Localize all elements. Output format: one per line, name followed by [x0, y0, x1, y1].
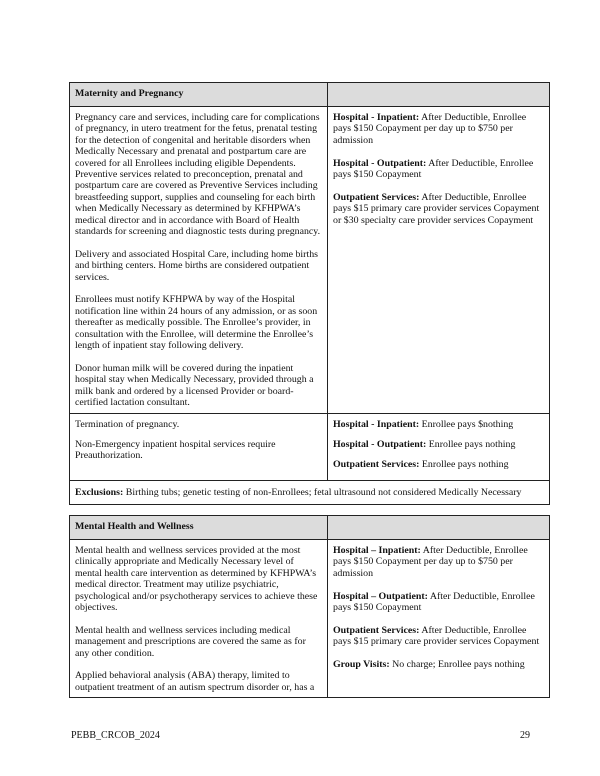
- cost-label: Outpatient Services:: [333, 624, 420, 636]
- paragraph: Delivery and associated Hospital Care, including home births and birthing centers. Home births are considered outpatient services.: [75, 248, 318, 283]
- cost-item: [333, 659, 544, 670]
- cost-label: Group Visits:: [333, 659, 390, 671]
- coverage-description: [70, 107, 328, 414]
- cost-label: Hospital - Outpatient:: [333, 157, 427, 169]
- exclusions: [70, 480, 550, 504]
- cost-text: Enrollee pays nothing: [426, 438, 516, 450]
- cost-text: Enrollee pays nothing: [419, 459, 509, 471]
- paragraph: Donor human milk will be covered during the inpatient hospital stay when Medically Necessary, provided through a milk bank and ordered by a licensed Provider or board- certified lactation consultant.: [75, 362, 314, 409]
- cost-item: [333, 419, 544, 430]
- paragraph: Pregnancy care and services, including care for complications of pregnancy, in utero treatment for the fetus, prenatal testing for the detection of congenital and heritable disorders when Medically Necessary and prenatal and postpartum care are covered for all Enrollees including eligible Dependents. Preventive services related to preconception, prenatal and postpartum care are covered as Preventive Services including breastfeeding support, supplies and counseling for each birth when Medically Necessary as determined by KFHPWA’s medical director and in accordance with Board of Health standards for screening and diagnostic tests during pregnancy.: [75, 112, 321, 238]
- cost-text: After Deductible, Enrollee pays $150 Copayment: [333, 157, 534, 181]
- cost-label: Hospital - Inpatient:: [333, 418, 420, 430]
- cost-item: [333, 591, 544, 614]
- cost-sharing: [328, 540, 550, 698]
- cost-label: Hospital - Inpatient:: [333, 112, 420, 123]
- cost-item: [333, 459, 544, 470]
- cost-text: After Deductible, Enrollee pays $150 Copayment per day up to $750 per admission: [333, 112, 527, 146]
- paragraph: Mental health and wellness services including medical management and prescriptions are covered the same as for any other condition.: [75, 624, 306, 659]
- cost-text: After Deductible, Enrollee pays $150 Copayment per day up to $750 per admission: [333, 545, 528, 579]
- cost-item: [333, 158, 544, 181]
- paragraph: Non-Emergency inpatient hospital services require Preauthorization.: [75, 438, 276, 462]
- paragraph: Applied behavioral analysis (ABA) therapy, limited to outpatient treatment of an autism spectrum disorder or, has a: [75, 670, 315, 693]
- cost-item: [333, 112, 544, 146]
- cost-text: After Deductible, Enrollee pays $15 primary care provider services Copayment or $30 specialty care provider services Copayment: [333, 191, 540, 226]
- cost-label: Outpatient Services:: [333, 459, 420, 471]
- cost-label: Outpatient Services:: [333, 191, 420, 203]
- mental-health-table: [69, 515, 550, 698]
- cost-text: No charge; Enrollee pays nothing: [389, 659, 525, 671]
- section-header-blank: [328, 516, 550, 540]
- cost-text: After Deductible, Enrollee pays $15 primary care provider services Copayment: [333, 624, 540, 648]
- section-header: Maternity and Pregnancy: [70, 83, 328, 107]
- cost-item: [333, 545, 544, 579]
- cost-item: [333, 439, 544, 450]
- cost-label: Hospital - Outpatient:: [333, 438, 427, 450]
- coverage-description: [70, 413, 328, 480]
- section-header-blank: [328, 83, 550, 107]
- paragraph: Enrollees must notify KFHPWA by way of the Hospital notification line within 24 hours of any admission, or as soon thereafter as medically possible. The Enrollee’s provider, in consultation with the Enrollee, will determine the Enrollee’s length of inpatient stay following delivery.: [75, 294, 318, 352]
- exclusions-text: Birthing tubs; genetic testing of non-Enrollees; fetal ultrasound not considered Medically Necessary: [123, 486, 522, 498]
- page-number: 29: [520, 730, 530, 741]
- maternity-table: [69, 82, 550, 505]
- cost-sharing: [328, 413, 550, 480]
- cost-label: Hospital – Outpatient:: [333, 590, 428, 602]
- paragraph: Mental health and wellness services provided at the most clinically appropriate and Medically Necessary level of mental health care intervention as determined by KFHPWA’s medical director. Treatment may utilize psychiatric, psychological and/or psychotherapy services to achieve these objectives.: [75, 545, 318, 614]
- footer-doc-id: PEBB_CRCOB_2024: [71, 730, 160, 741]
- coverage-description: [70, 540, 328, 698]
- cost-text: After Deductible, Enrollee pays $150 Copayment: [333, 590, 535, 614]
- cost-item: [333, 192, 544, 226]
- cost-item: [333, 625, 544, 648]
- cost-text: Enrollee pays $nothing: [419, 418, 514, 430]
- cost-sharing: [328, 107, 550, 414]
- section-header: Mental Health and Wellness: [70, 516, 328, 540]
- paragraph: Termination of pregnancy.: [75, 418, 180, 430]
- exclusions-label: Exclusions:: [75, 486, 124, 498]
- cost-label: Hospital – Inpatient:: [333, 545, 421, 556]
